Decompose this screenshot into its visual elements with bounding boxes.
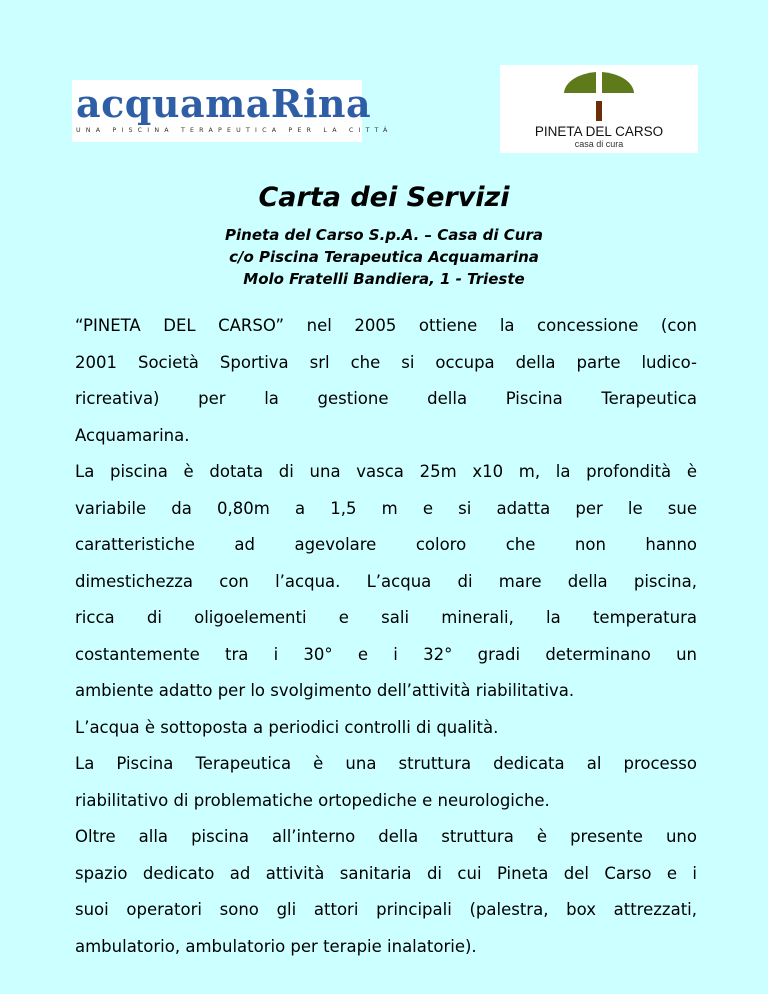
body-line: variabile da 0,80m a 1,5 m e si adatta per le sue bbox=[75, 498, 697, 518]
body-line: dimestichezza con l’acqua. L’acqua di mare della piscina, bbox=[75, 571, 697, 591]
acquamarina-logo-word: acquamaRina bbox=[76, 81, 372, 126]
body-line: La Piscina Terapeutica è una struttura dedicata al processo bbox=[75, 754, 697, 773]
subtitle-line: c/o Piscina Terapeutica Acquamarina bbox=[229, 248, 539, 266]
body-line: La piscina è dotata di una vasca 25m x10 m, la profondità è bbox=[75, 462, 697, 481]
body-line: riabilitativo di problematiche ortopediche e neurologiche. bbox=[75, 790, 550, 810]
pineta-logo-name: PINETA DEL CARSO bbox=[534, 124, 664, 139]
acquamarina-logo bbox=[72, 80, 393, 142]
pineta-logo-sub: casa di cura bbox=[574, 139, 624, 149]
body-line: suoi operatori sono gli attori principali (palestra, box attrezzati, bbox=[75, 900, 697, 919]
body-line: costantemente tra i 30° e i 32° gradi determinano un bbox=[75, 644, 697, 664]
body-line: ricca di oligoelementi e sali minerali, la temperatura bbox=[75, 608, 697, 627]
body-line: spazio dedicato ad attività sanitaria di cui Pineta del Carso e i bbox=[75, 863, 697, 883]
body-line: Acquamarina. bbox=[75, 425, 190, 445]
acquamarina-logo-tagline: UNA PISCINA TERAPEUTICA PER LA CITTÀ bbox=[76, 127, 393, 134]
body-line: Oltre alla piscina all’interno della struttura è presente uno bbox=[75, 827, 697, 846]
body-text bbox=[75, 308, 697, 965]
body-line: ambiente adatto per lo svolgimento dell’attività riabilitativa. bbox=[75, 681, 575, 700]
page-title: Carta dei Servizi bbox=[258, 182, 510, 213]
body-line: ricreativa) per la gestione della Piscina Terapeutica bbox=[75, 389, 697, 408]
body-line: caratteristiche ad agevolare coloro che non hanno bbox=[75, 535, 697, 554]
body-line: ambulatorio, ambulatorio per terapie inalatorie). bbox=[75, 936, 477, 956]
body-line: L’acqua è sottoposta a periodici controlli di qualità. bbox=[75, 717, 499, 737]
subtitle-line: Pineta del Carso S.p.A. – Casa di Cura bbox=[225, 226, 543, 244]
tree-icon bbox=[500, 65, 698, 125]
body-line: 2001 Società Sportiva srl che si occupa della parte ludico- bbox=[75, 352, 697, 372]
pineta-del-carso-logo bbox=[500, 65, 698, 153]
subtitle-line: Molo Fratelli Bandiera, 1 - Trieste bbox=[243, 270, 525, 288]
body-line: “PINETA DEL CARSO” nel 2005 ottiene la concessione (con bbox=[75, 316, 697, 335]
